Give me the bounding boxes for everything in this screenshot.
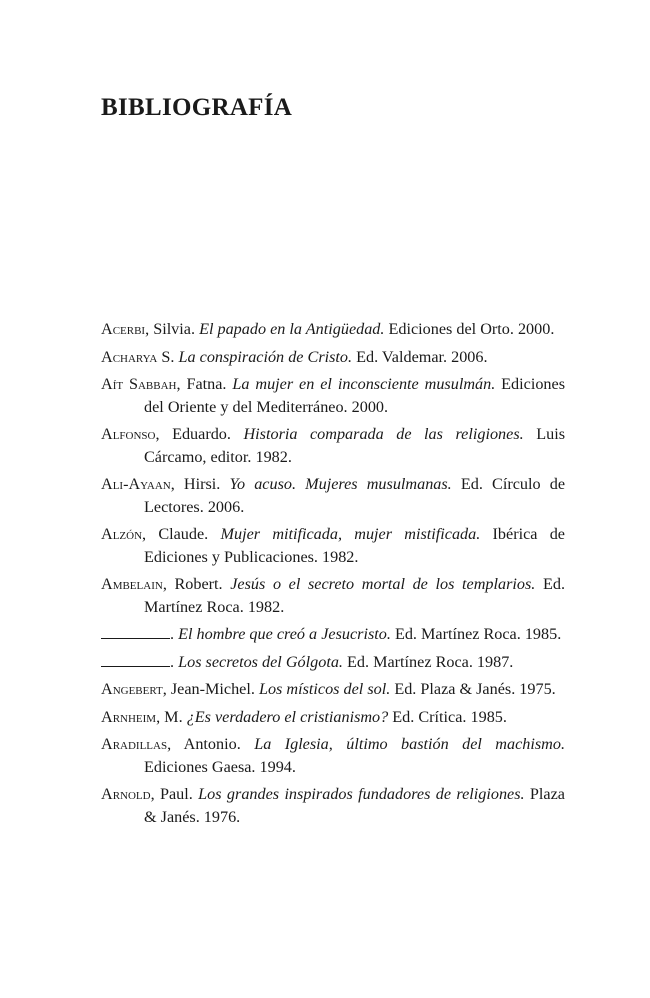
bibliography-entry <box>101 523 565 568</box>
entry-publisher: Ed. Martínez Roca. 1982. <box>144 575 566 616</box>
bibliography-entry <box>101 623 565 646</box>
entry-author-detail: , Jean-Michel. <box>162 680 259 698</box>
entry-author: Aít Sabbah <box>101 375 177 393</box>
entry-publisher: Ed. Crítica. 1985. <box>388 707 507 726</box>
entry-author: Alfonso <box>101 425 156 443</box>
entry-title: El hombre que creó a Jesucristo. <box>178 625 391 643</box>
entry-author: Alzón <box>101 525 143 543</box>
entry-author: Aradillas <box>101 735 168 753</box>
entry-title: La mujer en el inconsciente musulmán. <box>232 375 496 393</box>
entry-author-detail: , M. <box>156 707 187 726</box>
page-title: BIBLIOGRAFÍA <box>101 94 293 121</box>
bibliography-entry <box>101 706 565 729</box>
entry-author-detail: , Claude. <box>142 525 221 543</box>
bibliography-list <box>101 318 565 833</box>
entry-publisher: Plaza & Janés. 1976. <box>144 785 565 826</box>
entry-author: Ali-Ayaan <box>101 475 171 493</box>
bibliography-entry <box>101 733 565 778</box>
bibliography-entry <box>101 318 565 341</box>
entry-publisher: Ediciones del Oriente y del Mediterráneo. 2000. <box>144 375 565 416</box>
entry-title: La conspiración de Cristo. <box>178 347 353 366</box>
entry-title: Los místicos del sol. <box>258 680 391 698</box>
entry-title: Los secretos del Gólgota. <box>178 652 343 671</box>
entry-publisher: Ediciones Gaesa. 1994. <box>144 757 296 776</box>
entry-author: Angebert <box>101 680 163 698</box>
entry-publisher: Luis Cárcamo, editor. 1982. <box>144 425 565 466</box>
same-author-dash <box>101 626 170 639</box>
entry-author-detail: . <box>170 652 179 671</box>
entry-title: El papado en la Antigüedad. <box>199 320 385 338</box>
bibliography-entry <box>101 473 565 518</box>
bibliography-entry <box>101 651 565 674</box>
entry-author: Acerbi <box>101 320 146 338</box>
bibliography-entry <box>101 573 565 618</box>
entry-author-detail: , Paul. <box>150 785 199 803</box>
entry-publisher: Ibérica de Ediciones y Publicaciones. 1982. <box>144 525 565 566</box>
entry-author-detail: , Antonio. <box>167 735 255 753</box>
entry-author-detail: S. <box>157 347 179 366</box>
bibliography-entry <box>101 678 565 701</box>
bibliography-entry <box>101 373 565 418</box>
entry-title: Historia comparada de las religiones. <box>243 425 524 443</box>
entry-author: Arnold <box>101 785 151 803</box>
entry-author-detail: , Fatna. <box>176 375 233 393</box>
entry-author: Ambelain <box>101 575 163 593</box>
entry-publisher: Ed. Valdemar. 2006. <box>352 347 488 366</box>
entry-author-detail: , Eduardo. <box>155 425 244 443</box>
entry-publisher: Ed. Martínez Roca. 1987. <box>342 652 514 671</box>
entry-publisher: Ediciones del Orto. 2000. <box>384 320 555 338</box>
same-author-dash <box>101 654 170 667</box>
entry-publisher: Ed. Plaza & Janés. 1975. <box>390 680 556 698</box>
entry-title: Jesús o el secreto mortal de los templarios. <box>230 575 536 593</box>
entry-title: La Iglesia, último bastión del machismo. <box>254 735 565 753</box>
bibliography-entry <box>101 783 565 828</box>
entry-title: Mujer mitificada, mujer mistificada. <box>220 525 481 543</box>
entry-author-detail: , Robert. <box>162 575 231 593</box>
entry-title: ¿Es verdadero el cristianismo? <box>186 707 389 726</box>
entry-title: Los grandes inspirados fundadores de religiones. <box>198 785 525 803</box>
entry-author-detail: , Silvia. <box>145 320 200 338</box>
entry-author: Arnheim <box>101 707 157 726</box>
entry-publisher: Ed. Martínez Roca. 1985. <box>390 625 562 643</box>
entry-author-detail: , Hirsi. <box>170 475 230 493</box>
entry-publisher: Ed. Círculo de Lectores. 2006. <box>144 475 566 516</box>
entry-author: Acharya <box>101 347 158 366</box>
bibliography-entry <box>101 346 565 369</box>
entry-title: Yo acuso. Mujeres musulmanas. <box>229 475 452 493</box>
entry-author-detail: . <box>170 625 179 643</box>
bibliography-entry <box>101 423 565 468</box>
